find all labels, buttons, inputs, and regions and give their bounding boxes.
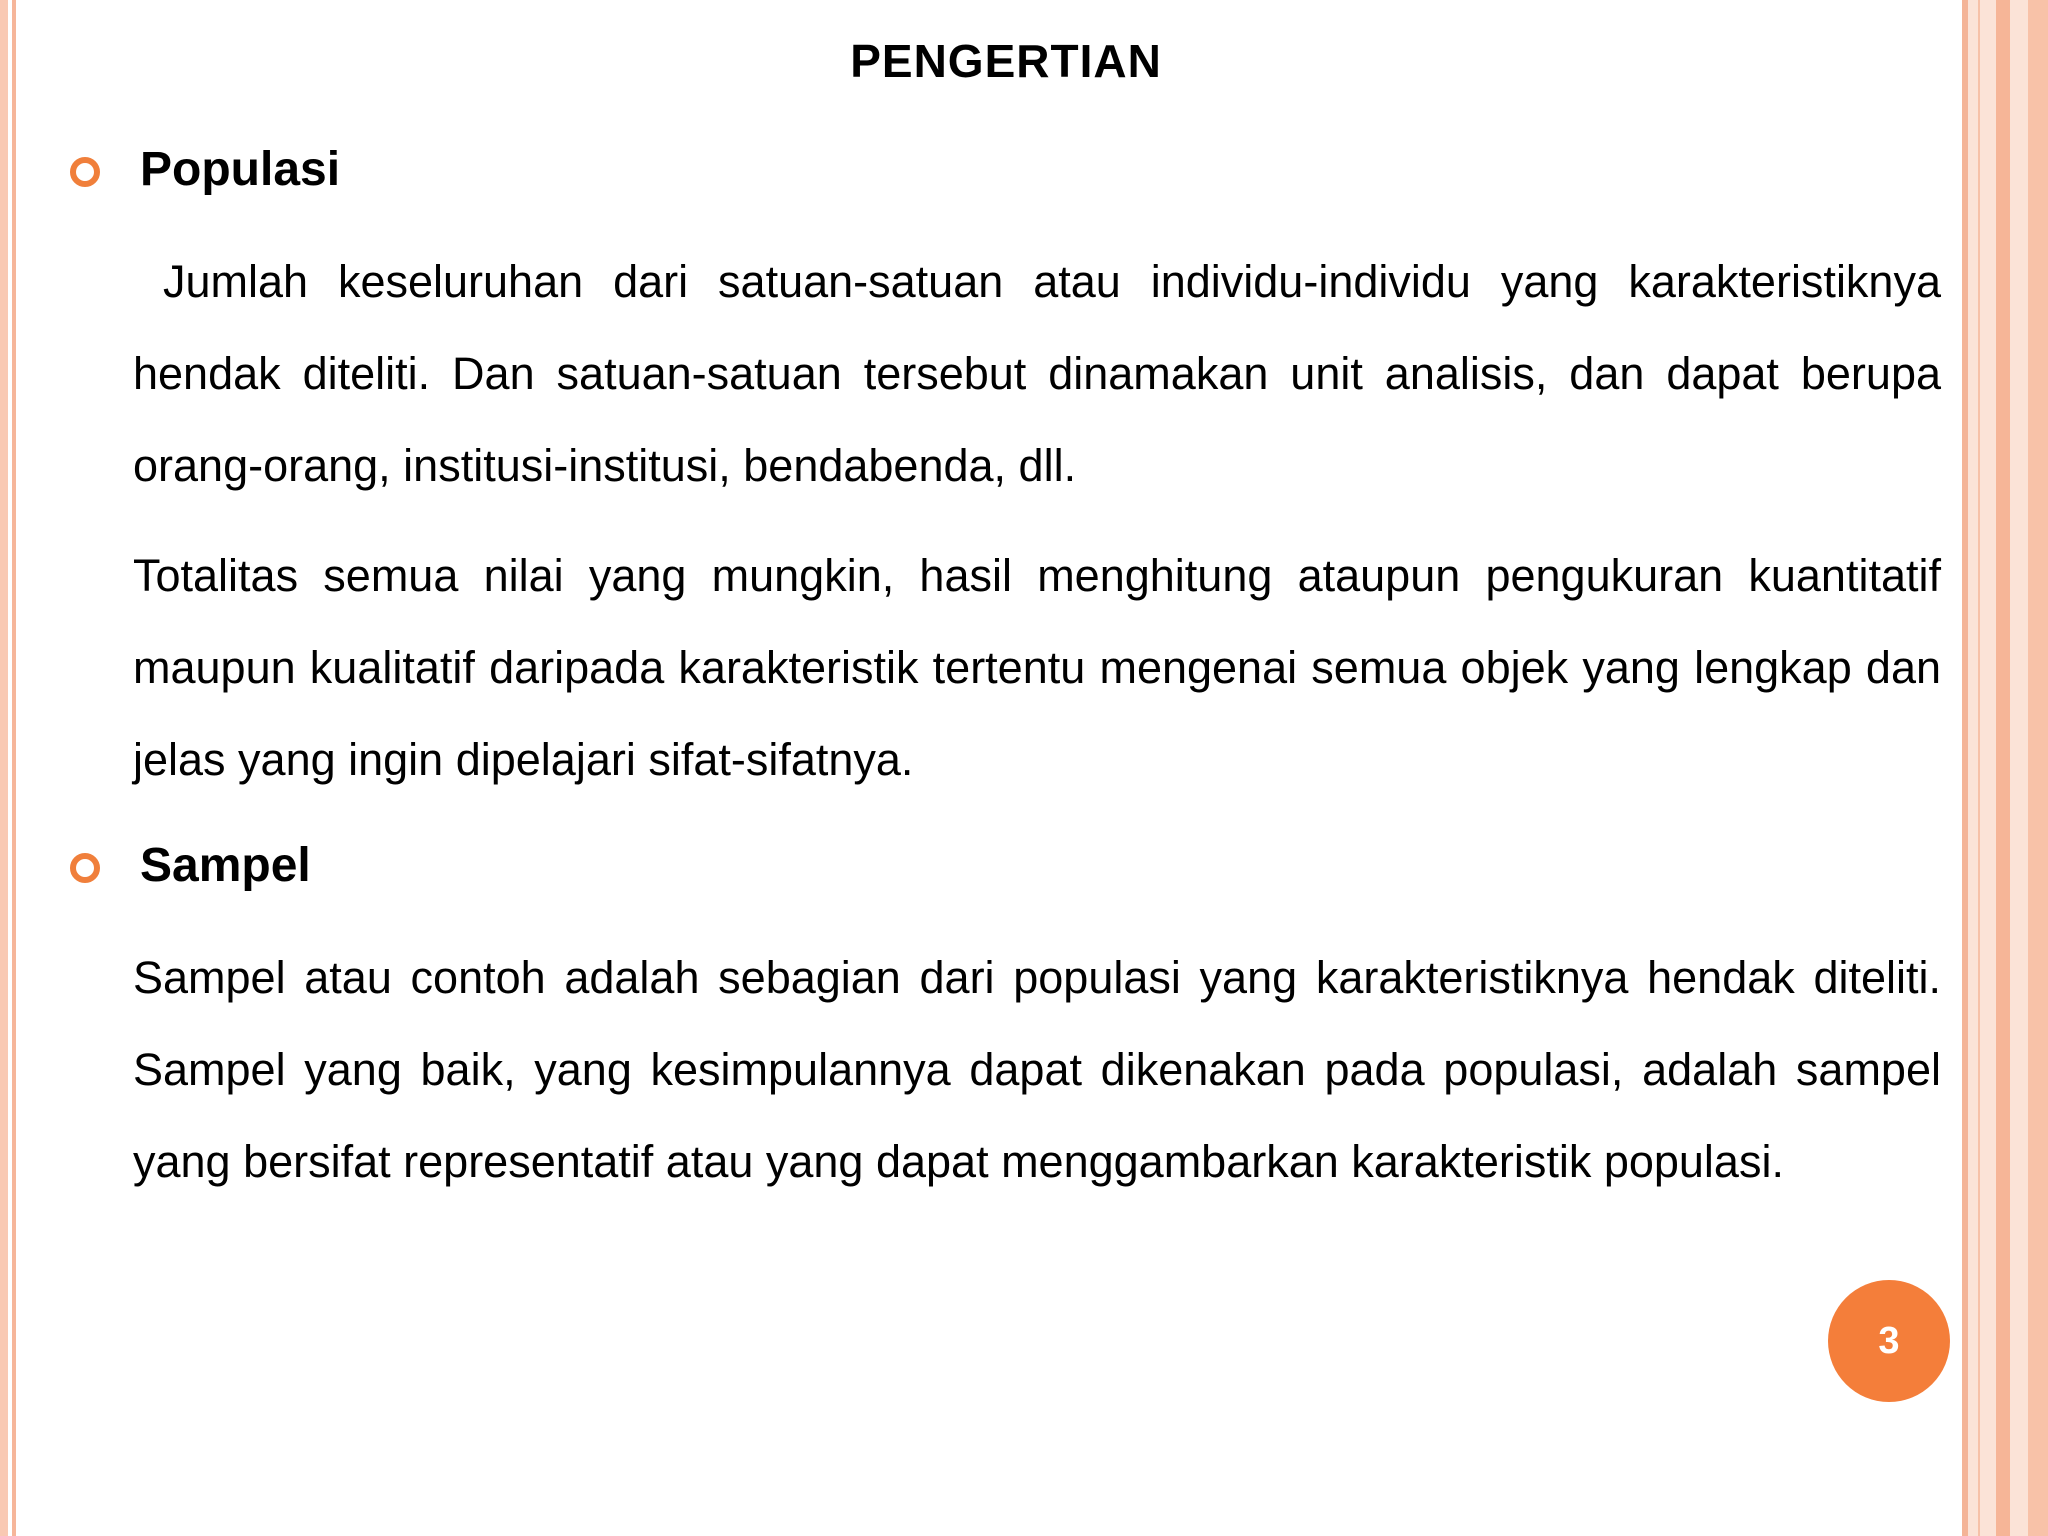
section-heading-row bbox=[70, 838, 311, 893]
ring-bullet-icon bbox=[70, 853, 100, 883]
ring-bullet-icon bbox=[70, 157, 100, 187]
paragraph-sampel-1: Sampel atau contoh adalah sebagian dari populasi yang karakteristiknya hendak diteliti. Sampel yang baik, yang kesimpulannya dapat dikenakan pada populasi, adalah sampel yang bersifat representatif atau yang dapat menggambarkan karakteristik populasi. bbox=[133, 952, 1941, 1187]
right-border-line bbox=[1978, 0, 1980, 1536]
section-heading-row bbox=[70, 142, 340, 197]
left-border-decoration bbox=[0, 0, 8, 1536]
section-heading-sampel: Sampel bbox=[140, 839, 311, 892]
paragraph-populasi-1: Jumlah keseluruhan dari satuan-satuan atau individu-individu yang karakteristiknya hendak diteliti. Dan satuan-satuan tersebut dinamakan unit analisis, dan dapat berupa orang-orang, institusi-institusi, bendabenda, dll. bbox=[133, 256, 1954, 491]
right-border-line bbox=[2028, 0, 2048, 1536]
right-border-line bbox=[1962, 0, 1968, 1536]
paragraph-populasi-2: Totalitas semua nilai yang mungkin, hasil menghitung ataupun pengukuran kuantitatif maupun kualitatif daripada karakteristik tertentu mengenai semua objek yang lengkap dan jelas yang ingin dipelajari sifat-sifatnya. bbox=[133, 550, 1941, 785]
slide-title: PENGERTIAN bbox=[850, 35, 1162, 87]
left-border-line bbox=[12, 0, 16, 1536]
section-heading-populasi: Populasi bbox=[140, 143, 341, 196]
right-border-line bbox=[1996, 0, 2010, 1536]
page-number-badge: 3 bbox=[1828, 1280, 1950, 1402]
